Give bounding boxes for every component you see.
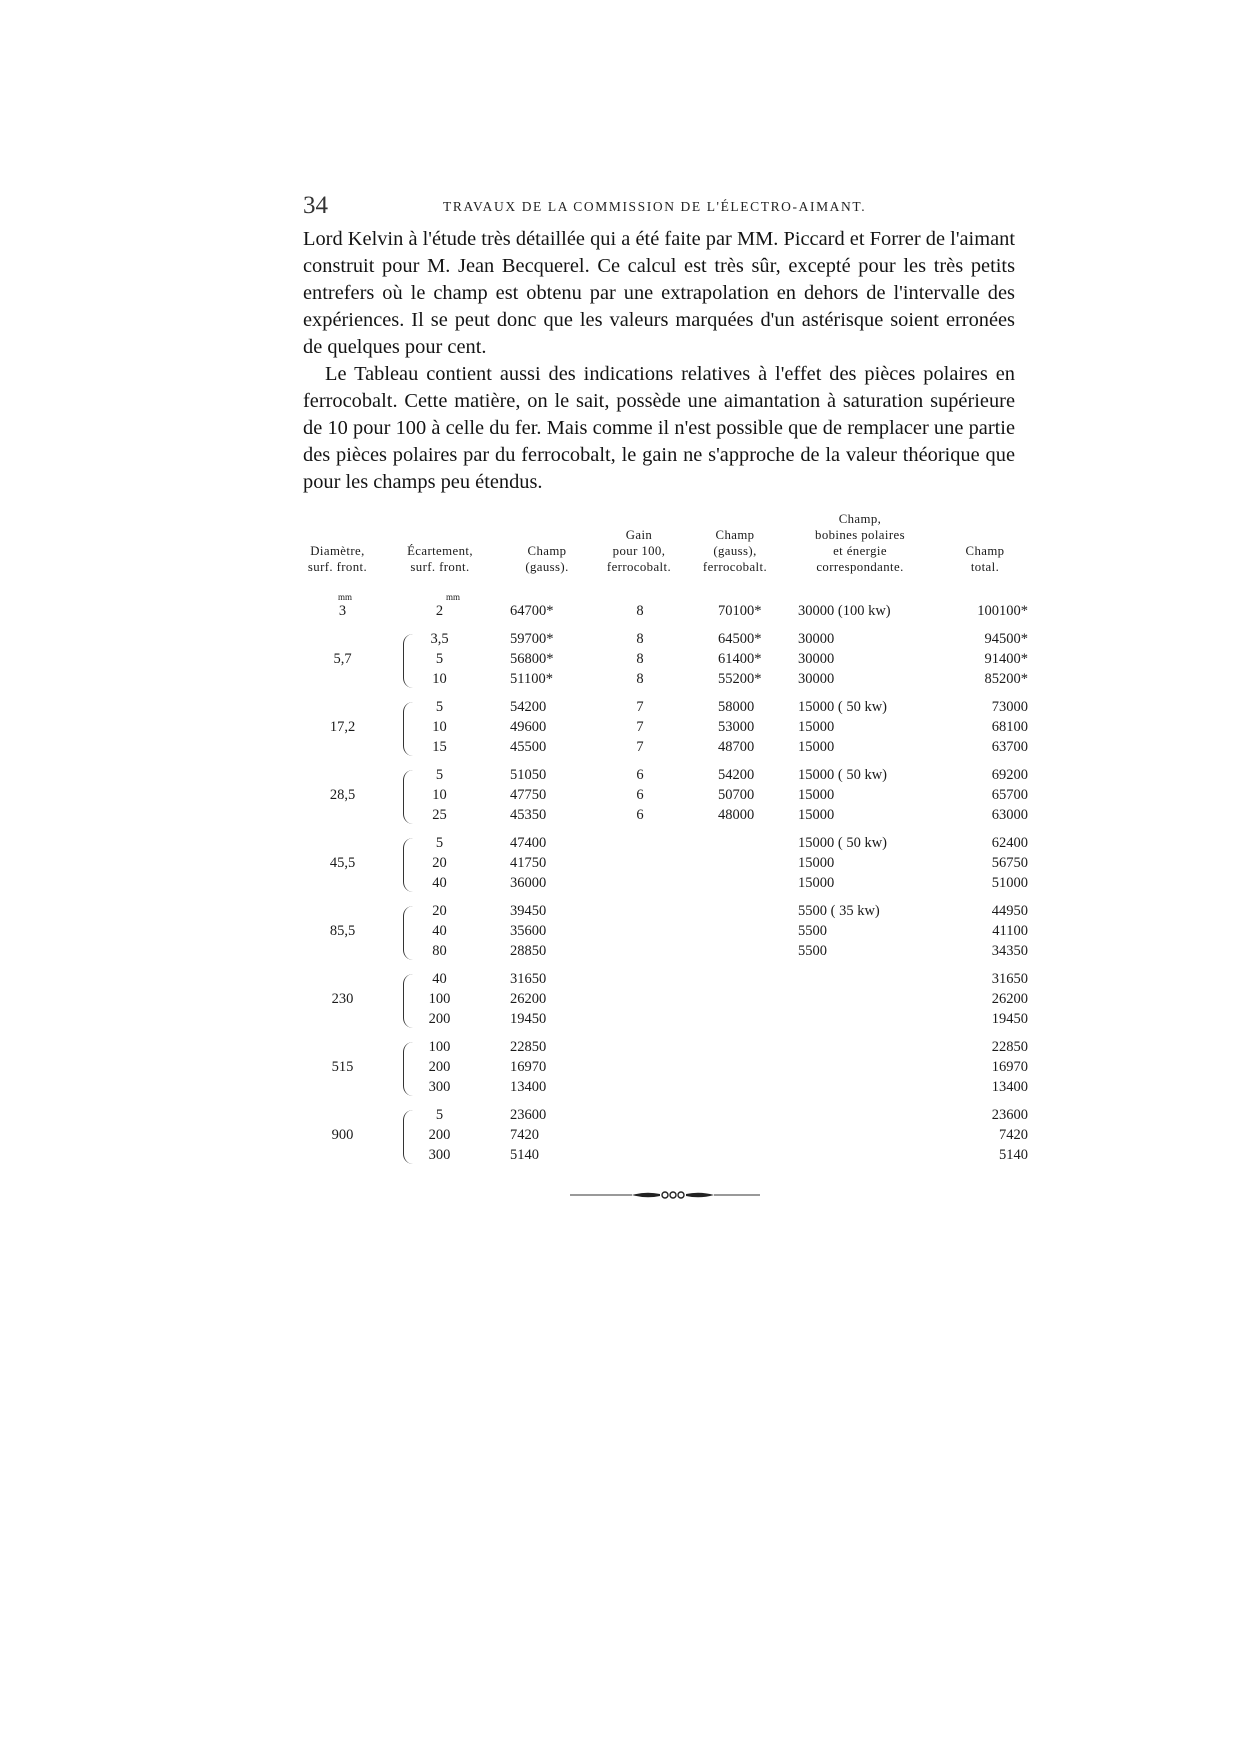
cell-champ: 13400: [510, 1079, 547, 1095]
cell-gain: 8: [636, 650, 644, 667]
cell-champ-total: 68100: [991, 718, 1028, 735]
cell-champ-bobines: 15000: [798, 875, 835, 891]
cell-champ-total: 56750: [991, 854, 1028, 871]
cell-champ-total: 100100*: [977, 603, 1028, 619]
cell-champ-total: 13400: [991, 1079, 1028, 1095]
cell-diametre: 5,7: [333, 650, 352, 667]
cell-champ: 35600: [510, 922, 547, 939]
cell-champ-bobines: 15000 ( 50 kw): [798, 698, 888, 715]
cell-champ-total: 23600: [991, 1106, 1028, 1123]
cell-champ-total: 94500*: [984, 630, 1028, 647]
group-brace: [403, 770, 418, 825]
paragraph: Le Tableau contient aussi des indications relatives à l'effet des pièces polaires en ferrocobalt. Cette matière, on le sait, possède une aimantation à saturation supérieure de 10 pour 100 à celle du fer. Mais comme il n'est possible que de remplacer une partie des pièces polaires par du ferrocobalt, le gain ne s'approche de la valeur théorique que pour les champs peu étendus.: [303, 363, 1015, 493]
cell-ecartement: 20: [432, 902, 447, 919]
cell-champ-total: 34350: [991, 943, 1028, 959]
cell-champ: 7420: [510, 1126, 539, 1143]
cell-ecartement: 10: [432, 718, 447, 735]
cell-ecartement: 10: [432, 786, 447, 803]
cell-champ-ferrocobalt: 48000: [718, 807, 755, 823]
cell-champ: 56800*: [510, 650, 554, 667]
cell-ecartement: 80: [432, 943, 447, 959]
cell-champ-total: 51000: [991, 875, 1028, 891]
cell-champ: 16970: [510, 1058, 547, 1075]
cell-champ-total: 31650: [991, 970, 1028, 987]
cell-champ-bobines: 15000: [798, 854, 835, 871]
cell-champ-bobines: 30000: [798, 650, 835, 667]
cell-champ: 45350: [510, 807, 547, 823]
header-champ: Champ (gauss).: [525, 544, 569, 574]
cell-ecartement: 5: [435, 766, 444, 783]
cell-champ-total: 65700: [991, 786, 1028, 803]
cell-champ-ferrocobalt: 54200: [718, 766, 755, 783]
cell-diametre: 17,2: [329, 718, 356, 735]
cell-champ-total: 69200: [991, 766, 1028, 783]
cell-ecartement: 40: [432, 970, 447, 987]
cell-champ: 23600: [510, 1106, 547, 1123]
cell-champ: 31650: [510, 970, 547, 987]
group-brace: [403, 1042, 418, 1097]
cell-diametre: 230: [331, 990, 354, 1007]
cell-diametre: 45,5: [329, 854, 356, 871]
cell-diametre: 3: [338, 603, 347, 619]
cell-diametre: 28,5: [329, 786, 356, 803]
cell-champ-total: 19450: [991, 1011, 1028, 1027]
cell-champ: 51050: [510, 766, 547, 783]
cell-gain: 8: [636, 671, 644, 687]
cell-ecartement: 3,5: [430, 630, 449, 647]
cell-champ-total: 63000: [991, 807, 1028, 823]
cell-champ: 54200: [510, 698, 547, 715]
cell-gain: 7: [636, 739, 644, 755]
cell-gain: 6: [636, 766, 644, 783]
cell-diametre: 85,5: [329, 922, 356, 939]
cell-champ: 19450: [510, 1011, 547, 1027]
group-brace: [403, 906, 418, 961]
cell-champ: 5140: [510, 1147, 539, 1163]
cell-champ: 47750: [510, 786, 547, 803]
cell-champ-total: 85200*: [984, 671, 1028, 687]
unit-diametre: mm: [338, 592, 353, 602]
cell-champ-total: 91400*: [984, 650, 1028, 667]
group-brace: [403, 838, 418, 893]
cell-gain: 7: [636, 718, 644, 735]
cell-champ-total: 7420: [999, 1126, 1028, 1143]
cell-ecartement: 200: [428, 1126, 451, 1143]
header-diametre: Diamètre, surf. front.: [307, 544, 368, 574]
cell-champ: 49600: [510, 718, 547, 735]
cell-champ-bobines: 30000: [798, 630, 835, 647]
cell-champ-bobines: 15000: [798, 739, 835, 755]
cell-champ-bobines: 15000 ( 50 kw): [798, 766, 888, 783]
cell-champ-ferrocobalt: 64500*: [718, 630, 762, 647]
group-brace: [403, 1110, 418, 1165]
cell-ecartement: 5: [435, 834, 444, 851]
cell-champ-bobines: 5500 ( 35 kw): [798, 902, 880, 919]
body-text: [303, 226, 1015, 496]
group-brace: [403, 702, 418, 757]
cell-diametre: 515: [331, 1058, 354, 1075]
cell-champ-total: 41100: [992, 922, 1028, 939]
cell-champ-bobines: 15000 ( 50 kw): [798, 834, 888, 851]
cell-champ: 51100*: [510, 671, 553, 687]
cell-ecartement: 300: [428, 1147, 451, 1163]
cell-ecartement: 25: [432, 807, 447, 823]
header-champ-ferrocobalt: Champ (gauss), ferrocobalt.: [702, 528, 768, 574]
cell-champ: 64700*: [510, 603, 554, 619]
cell-champ: 36000: [510, 875, 547, 891]
cell-gain: 6: [636, 807, 644, 823]
cell-champ-ferrocobalt: 48700: [718, 739, 755, 755]
cell-ecartement: 100: [428, 1038, 451, 1055]
cell-champ-total: 22850: [991, 1038, 1028, 1055]
cell-champ: 45500: [510, 739, 547, 755]
paragraph: Lord Kelvin à l'étude très détaillée qui a été faite par MM. Piccard et Forrer de l'aimant construit pour M. Jean Becquerel. Ce calcul est très sûr, excepté pour les très petits entrefers où le champ est obtenu par une extrapolation en dehors de l'intervalle des expériences. Il se peut donc que les valeurs marquées d'un astérisque soient erronées de quelques pour cent.: [303, 228, 1015, 358]
cell-champ-ferrocobalt: 70100*: [718, 603, 762, 619]
cell-ecartement: 15: [432, 739, 447, 755]
cell-ecartement: 40: [432, 922, 447, 939]
header-gain: Gain pour 100, ferrocobalt.: [606, 528, 672, 574]
cell-gain: 8: [636, 603, 644, 619]
cell-ecartement: 200: [428, 1058, 451, 1075]
cell-champ-total: 26200: [991, 990, 1028, 1007]
cell-champ-total: 16970: [991, 1058, 1028, 1075]
cell-gain: 6: [636, 786, 644, 803]
running-head: [303, 192, 1015, 222]
cell-champ-bobines: 15000: [798, 718, 835, 735]
cell-champ-total: 62400: [991, 834, 1028, 851]
group-brace: [403, 974, 418, 1029]
cell-ecartement: 5: [435, 698, 444, 715]
cell-champ-ferrocobalt: 53000: [718, 718, 755, 735]
data-table: [300, 505, 1030, 1163]
cell-champ-bobines: 5500: [798, 943, 827, 959]
cell-champ-total: 63700: [991, 739, 1028, 755]
cell-champ-bobines: 15000: [798, 786, 835, 803]
cell-ecartement: 20: [432, 854, 447, 871]
cell-champ-ferrocobalt: 55200*: [718, 671, 762, 687]
cell-champ-total: 5140: [999, 1147, 1028, 1163]
cell-champ-bobines: 15000: [798, 807, 835, 823]
cell-champ-bobines: 30000 (100 kw): [798, 603, 891, 619]
cell-champ: 28850: [510, 943, 547, 959]
page-number: 34: [303, 192, 328, 219]
cell-diametre: 900: [331, 1126, 354, 1143]
cell-champ-ferrocobalt: 58000: [718, 698, 755, 715]
unit-ecartement: mm: [446, 592, 461, 602]
running-title: TRAVAUX DE LA COMMISSION DE L'ÉLECTRO-AIMANT.: [443, 199, 867, 214]
cell-champ: 26200: [510, 990, 547, 1007]
cell-champ-total: 44950: [991, 902, 1028, 919]
cell-champ-bobines: 5500: [798, 922, 827, 939]
cell-champ: 41750: [510, 854, 547, 871]
cell-gain: 7: [636, 698, 644, 715]
header-ecartement: Écartement, surf. front.: [407, 544, 473, 574]
ornament-rule: [570, 1188, 760, 1202]
group-brace: [403, 634, 418, 689]
cell-gain: 8: [636, 630, 644, 647]
cell-ecartement: 200: [428, 1011, 451, 1027]
cell-champ-bobines: 30000: [798, 671, 835, 687]
cell-champ: 59700*: [510, 630, 554, 647]
cell-ecartement: 5: [435, 650, 444, 667]
cell-champ-total: 73000: [991, 698, 1028, 715]
cell-champ: 39450: [510, 902, 547, 919]
cell-ecartement: 100: [428, 990, 451, 1007]
cell-ecartement: 40: [432, 875, 447, 891]
cell-ecartement: 2: [435, 603, 444, 619]
header-champ-bobines: Champ, bobines polaires et énergie correspondante.: [815, 512, 905, 574]
cell-ecartement: 5: [435, 1106, 444, 1123]
cell-champ-ferrocobalt: 61400*: [718, 650, 762, 667]
cell-champ-ferrocobalt: 50700: [718, 786, 755, 803]
header-champ-total: Champ total.: [965, 544, 1005, 574]
cell-champ: 22850: [510, 1038, 547, 1055]
cell-ecartement: 300: [428, 1079, 451, 1095]
cell-champ: 47400: [510, 834, 547, 851]
cell-ecartement: 10: [432, 671, 447, 687]
